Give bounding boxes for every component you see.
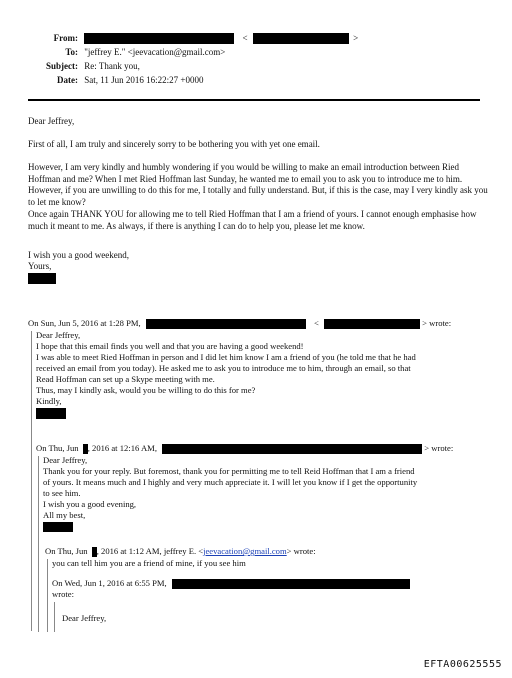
paragraph-2: However, I am very kindly and humbly wondering if you would be willing to make an email introduction between Ried Hoffman and me? When I met Ried Hoffman last Sunday, he wanted me to email you to ask you to introduce me to him. However, if you are unwilling to do this for me, I totally and fully understand. But, if this is the case, may I very kindly ask you to let me know? <box>28 162 488 207</box>
redaction-block <box>162 444 422 454</box>
quote2-line: of yours. It means much and I highly and very much appreciate it. I will let you know if I get the opportunity <box>43 477 418 487</box>
quote1-line: Dear Jeffrey, <box>36 330 81 340</box>
document-id: EFTA00625555 <box>423 659 502 670</box>
quote4-wrote: wrote: <box>52 589 74 599</box>
quote2-line: I wish you a good evening, <box>43 499 137 509</box>
subject-row <box>40 61 140 72</box>
quote-bar <box>47 559 48 632</box>
to-label: To: <box>65 47 78 57</box>
redaction-block <box>324 319 420 329</box>
date-row <box>40 75 204 86</box>
quote1-line: Read Hoffman can set up a Skype meeting with me. <box>36 374 215 384</box>
quote3-line: you can tell him you are a friend of mine, if you see him <box>52 558 246 568</box>
quote1-line: I hope that this email finds you well and that you are having a good weekend! <box>36 341 304 351</box>
quote-bar <box>38 456 39 632</box>
quote2-intro: On Thu, Jun , 2016 at 12:16 AM, > wrote: <box>36 443 454 453</box>
quote1-line: Kindly, <box>36 396 62 406</box>
paragraph-3: Once again THANK YOU for allowing me to tell Ried Hoffman that I am a friend of yours. I cannot enough emphasise how much it meant to me. As always, if there is anything I can do to help you, please let me know. <box>28 209 477 231</box>
to-row <box>40 47 225 58</box>
from-label: From: <box>53 33 78 43</box>
redaction-block <box>172 579 410 589</box>
quote3-intro: On Thu, Jun , 2016 at 1:12 AM, jeffrey E. <jeevacation@gmail.com> wrote: <box>45 546 316 556</box>
header-divider <box>28 99 480 101</box>
redaction-block <box>253 33 349 44</box>
email-link[interactable]: jeevacation@gmail.com <box>203 546 287 556</box>
quote2-line: Thank you for your reply. But foremost, thank you for permitting me to tell Reid Hoffman that I am a friend <box>43 466 415 476</box>
redaction-block <box>28 273 56 284</box>
redaction-block <box>43 522 73 532</box>
closing-line: I wish you a good weekend, <box>28 250 129 260</box>
date-value: Sat, 11 Jun 2016 16:22:27 +0000 <box>84 75 204 85</box>
redaction-block <box>36 408 66 419</box>
quote2-line: Dear Jeffrey, <box>43 455 88 465</box>
quote1-line: Thus, may I kindly ask, would you be willing to do this for me? <box>36 385 256 395</box>
paragraph-1: First of all, I am truly and sincerely sorry to be bothering you with yet one email. <box>28 139 320 149</box>
date-label: Date: <box>57 75 78 85</box>
quote-bar <box>31 331 32 631</box>
closing-yours: Yours, <box>28 261 52 271</box>
subject-label: Subject: <box>46 61 78 71</box>
redaction-block <box>146 319 306 329</box>
quote4-greeting: Dear Jeffrey, <box>62 613 107 623</box>
greeting: Dear Jeffrey, <box>28 116 75 126</box>
quote-bar <box>54 602 55 632</box>
subject-value: Re: Thank you, <box>84 61 140 71</box>
to-value: "jeffrey E." <jeevacation@gmail.com> <box>84 47 226 57</box>
quote1-intro: On Sun, Jun 5, 2016 at 1:28 PM, < > wrote: <box>28 318 452 328</box>
quote1-line: received an email from you today). He asked me to ask you to introduce me to him, through an email, so that <box>36 363 411 373</box>
quote2-line: All my best, <box>43 510 86 520</box>
from-row: From: < > <box>40 33 358 44</box>
redaction-block <box>84 33 234 44</box>
quote1-line: I was able to meet Ried Hoffman in person and I did let him know I am a friend of you (he told me that he had <box>36 352 416 362</box>
quote4-intro: On Wed, Jun 1, 2016 at 6:55 PM, <box>52 578 410 589</box>
quote2-line: to see him. <box>43 488 81 498</box>
